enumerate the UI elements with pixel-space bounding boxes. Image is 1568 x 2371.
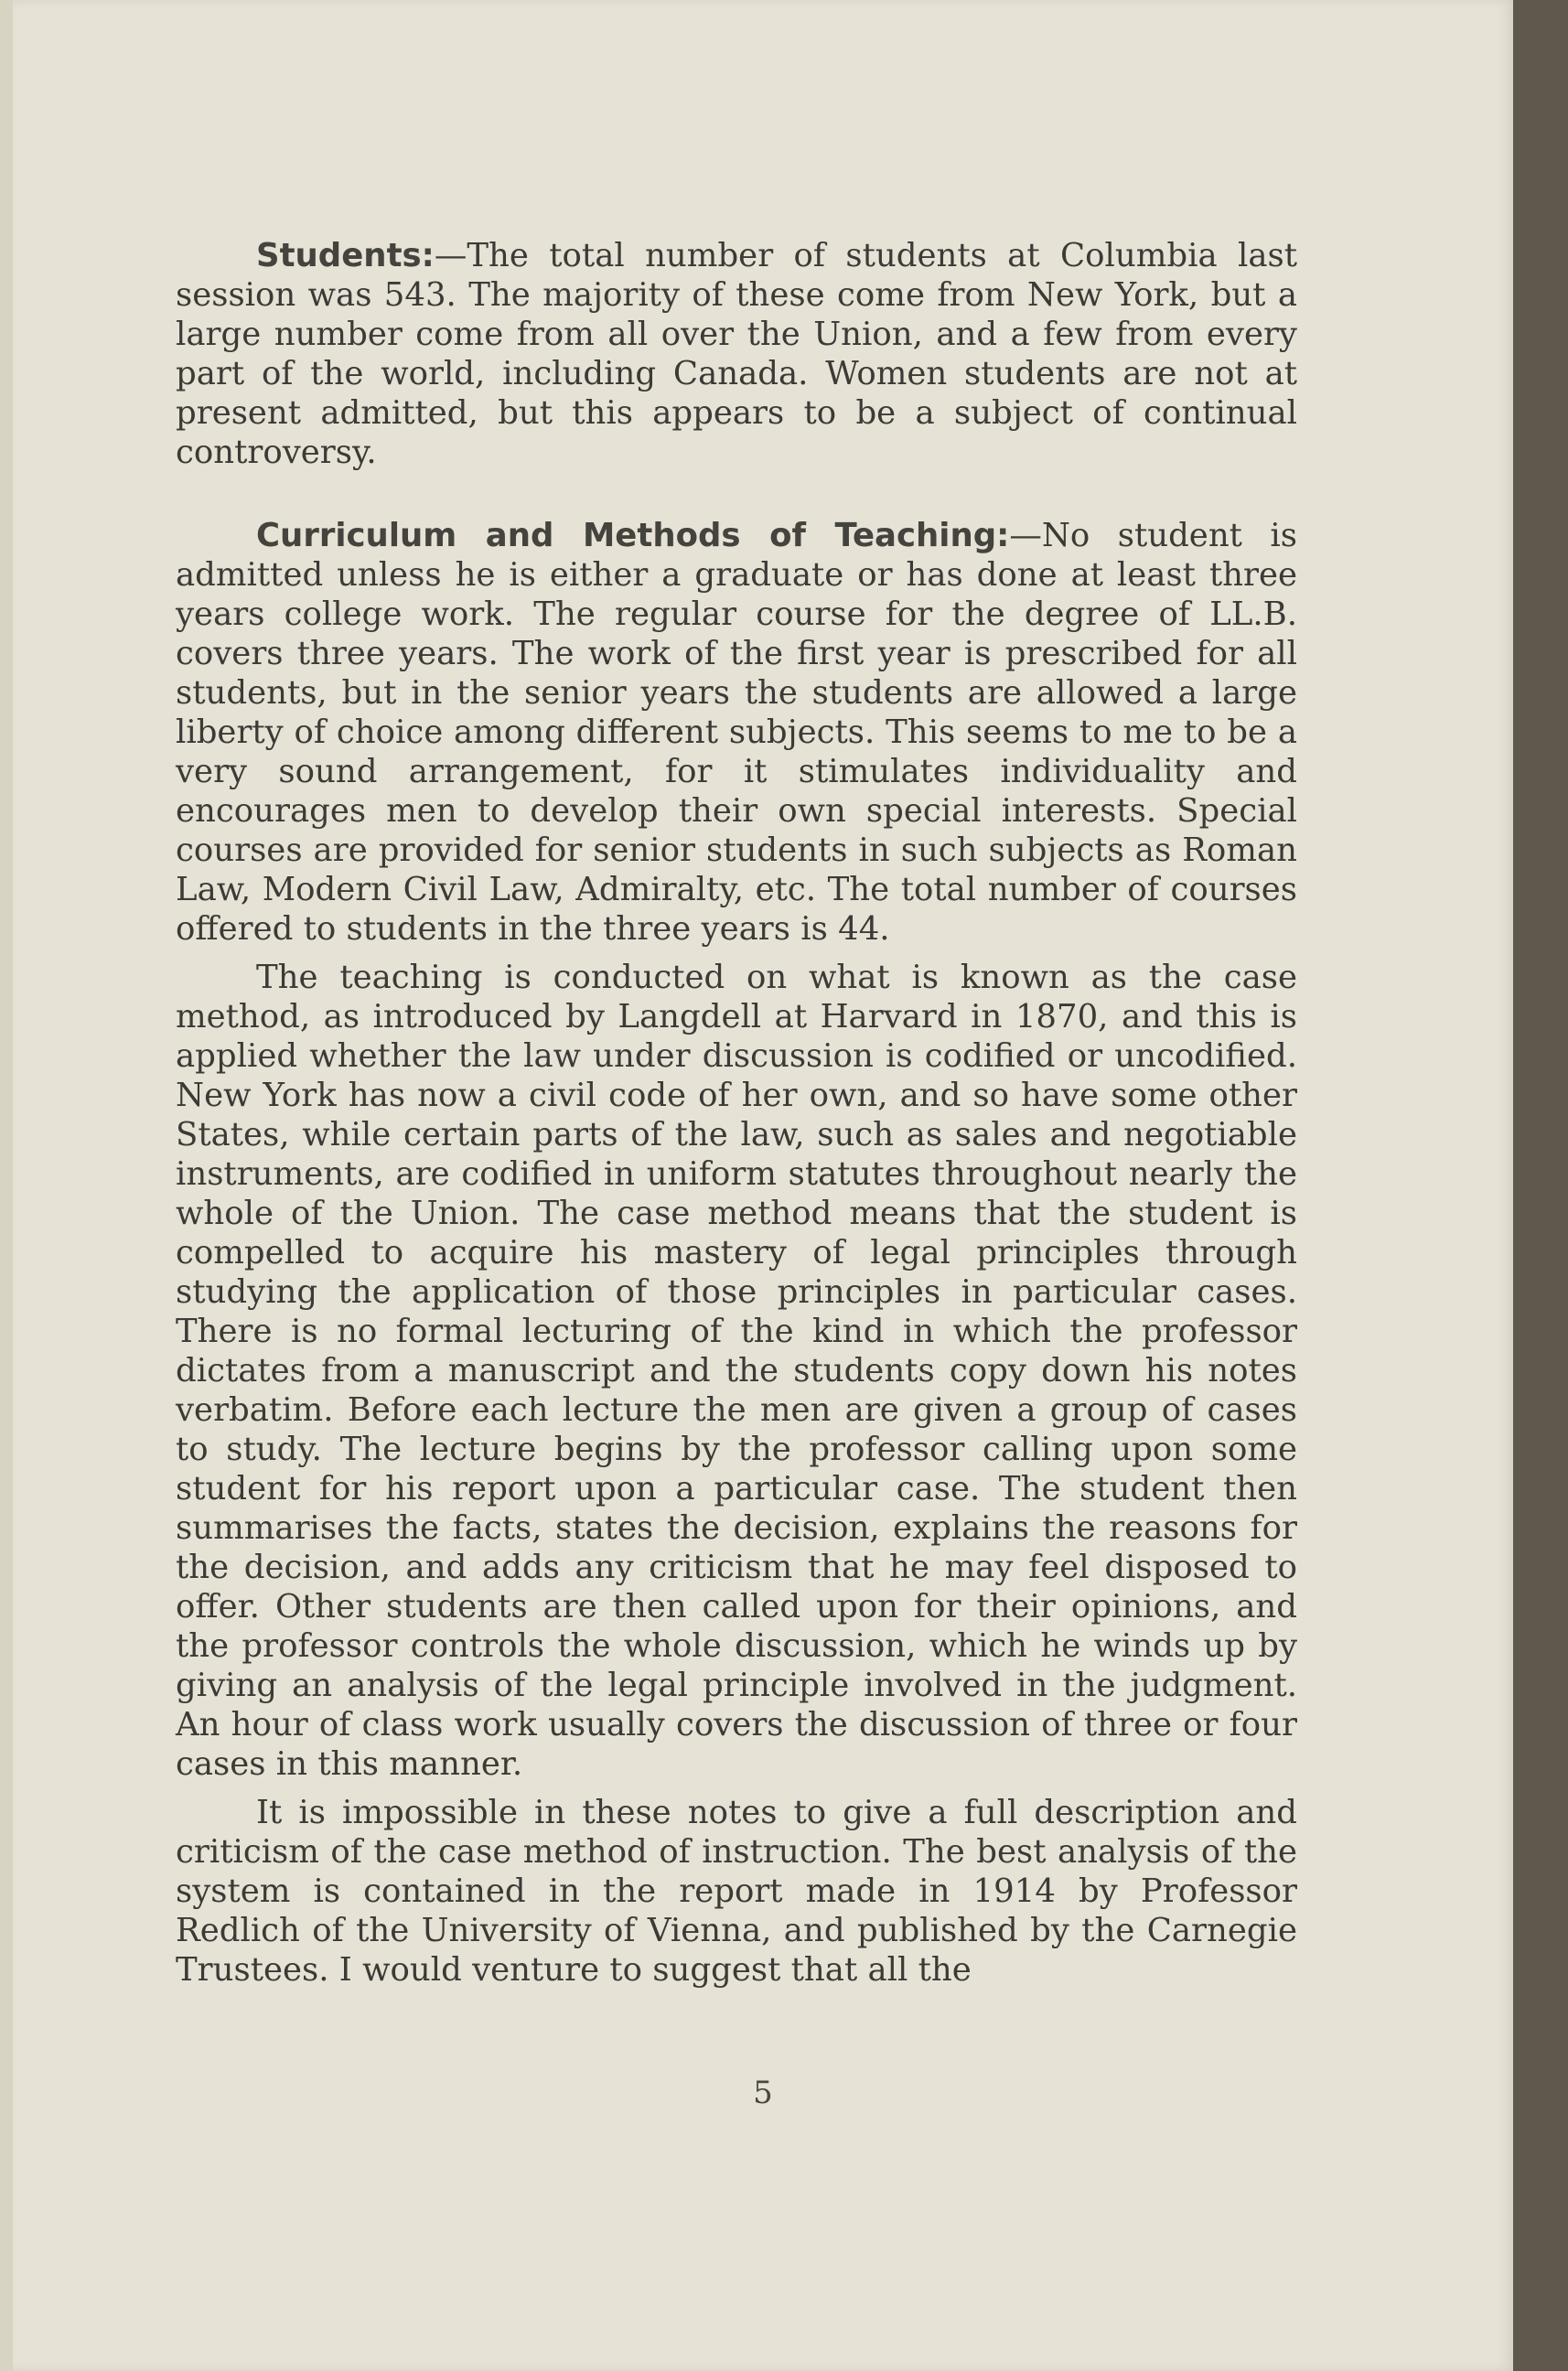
section-gap	[176, 472, 1297, 516]
paragraph-curriculum	[176, 516, 1297, 949]
curriculum-text: —No student is admitted unless he is either a graduate or has done at least three years college work. The regular course for the degree of LL.B. covers three years. The work of the first year is prescribed for all students, but in the senior years the students are allowed a large liberty of choice among different subjects. This seems to me to be a very sound arrangement, for it stimulates individuality and encourages men to develop their own special interests. Special courses are provided for senior students in such subjects as Roman Law, Modern Civil Law, Admiralty, etc. The total number of courses offered to students in the three years is 44.	[176, 517, 1297, 948]
paragraph-teaching: The teaching is conducted on what is known as the case method, as introduced by Langdell at Harvard in 1870, and this is applied whether the law under discussion is codified or uncodified. New York has now a civil code of her own, and so have some other States, while certain parts of the law, such as sales and negotiable instruments, are codified in uniform statutes throughout nearly the whole of the Union. The case method means that the student is compelled to acquire his mastery of legal principles through studying the application of those principles in particular cases. There is no formal lecturing of the kind in which the professor dictates from a manuscript and the students copy down his notes verbatim. Before each lecture the men are given a group of cases to study. The lecture begins by the professor calling upon some student for his report upon a particular case. The student then summarises the facts, states the decision, explains the reasons for the decision, and adds any criticism that he may feel disposed to offer. Other students are then called upon for their opinions, and the professor controls the whole discussion, which he winds up by giving an analysis of the legal principle involved in the judgment. An hour of class work usually covers the discussion of three or four cases in this manner.	[176, 959, 1297, 1783]
page-edge	[0, 0, 13, 2371]
heading-students: Students:	[256, 237, 435, 274]
paragraph-students	[176, 236, 1297, 472]
page-number: 5	[753, 2075, 773, 2111]
page-body	[176, 236, 1297, 1990]
paragraph-gap	[176, 949, 1297, 958]
paragraph-gap	[176, 1784, 1297, 1793]
paragraph-impossible: It is impossible in these notes to give a full description and criticism of the case method of instruction. The best analysis of the system is contained in the report made in 1914 by Professor Redlich of the University of Vienna, and published by the Carnegie Trustees. I would venture to suggest that all the	[176, 1794, 1297, 1989]
students-text: —The total number of students at Columbia last session was 543. The majority of these come from New York, but a large number come from all over the Union, and a few from every part of the world, including Canada. Women students are not at present admitted, but this appears to be a subject of continual controversy.	[176, 237, 1297, 471]
book-page	[13, 0, 1513, 2371]
heading-curriculum: Curriculum and Methods of Teaching:	[256, 517, 1010, 554]
